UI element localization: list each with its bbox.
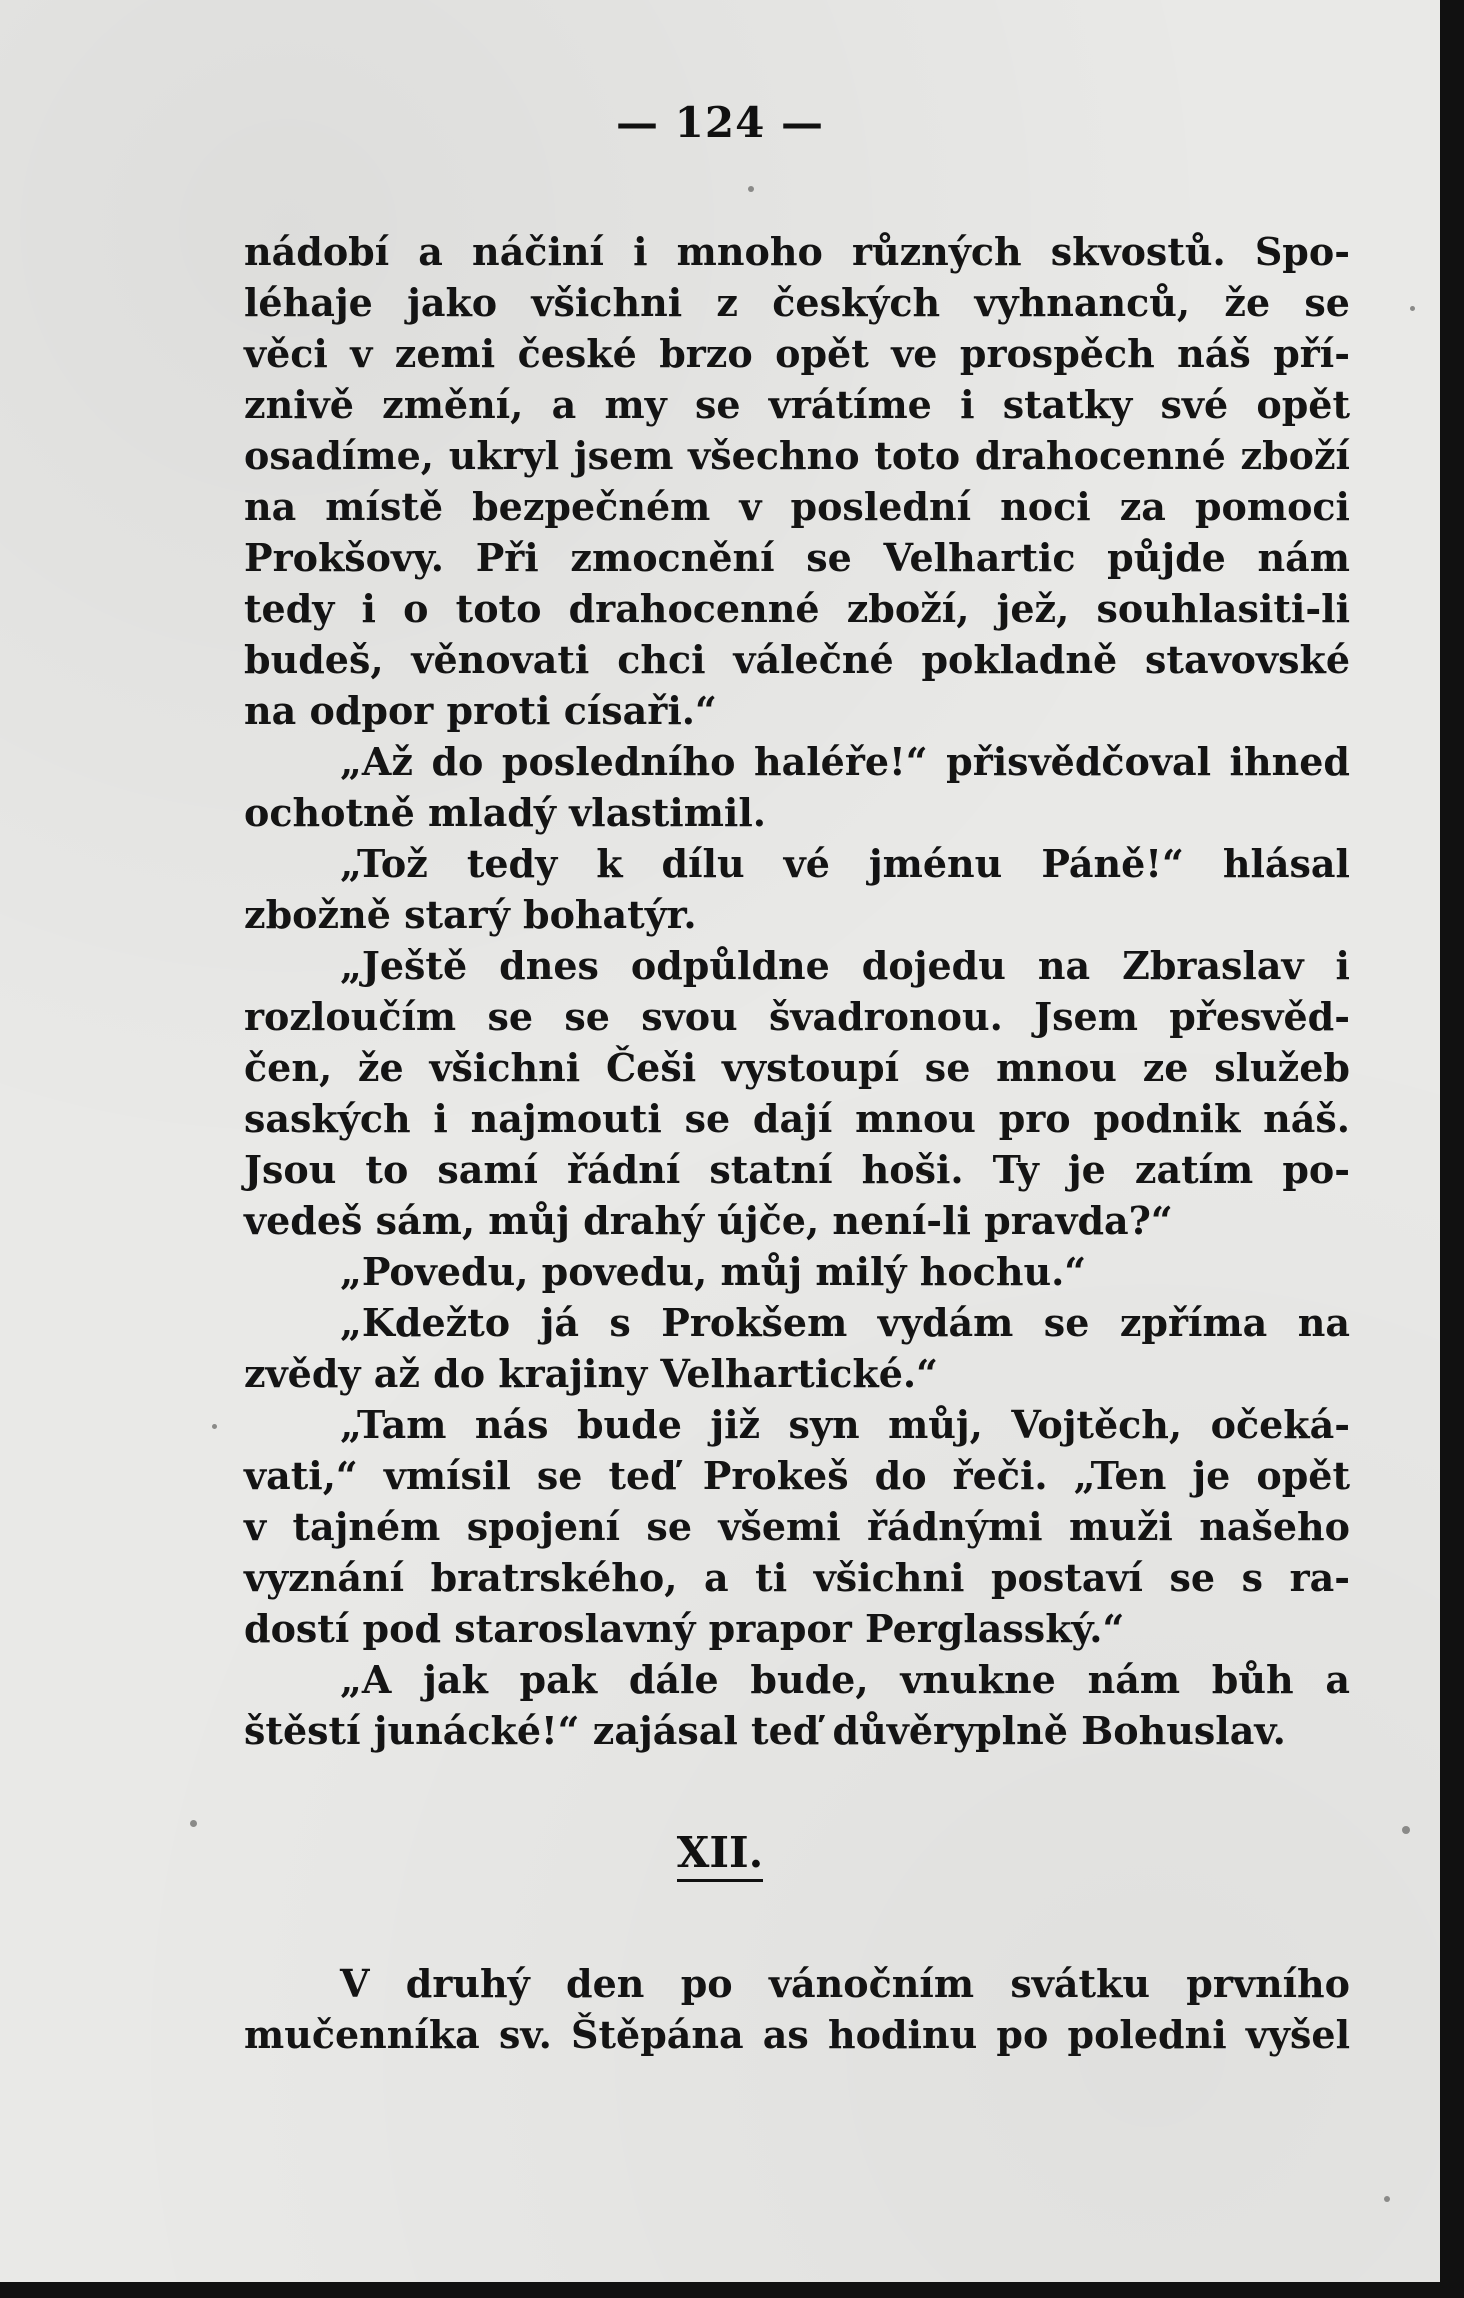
paper-speck [1402, 1826, 1410, 1834]
page-number: — 124 — [616, 98, 824, 147]
text-line: vati,“ vmísil se teď Prokeš do řeči. „Ten je opět [244, 1453, 1350, 1498]
text-line: „A jak pak dále bude, vnukne nám bůh a [340, 1657, 1350, 1702]
paper-speck [212, 1424, 217, 1429]
text-line: „Kdežto já s Prokšem vydám se zpříma na [340, 1300, 1350, 1345]
text-line: „Až do posledního haléře!“ přisvědčoval ihned [340, 739, 1350, 784]
text-line: na odpor proti císaři.“ [244, 688, 717, 733]
text-line: „Tož tedy k dílu vé jménu Páně!“ hlásal [340, 841, 1350, 886]
text-line: vyznání bratrského, a ti všichni postaví se s ra- [244, 1555, 1350, 1600]
text-line: „Tam nás bude již syn můj, Vojtěch, očeká- [340, 1402, 1350, 1447]
paper-speck [1410, 306, 1415, 311]
text-line: mučenníka sv. Štěpána as hodinu po poledni vyšel [244, 2012, 1350, 2057]
text-line: budeš, věnovati chci válečné pokladně stavovské [244, 637, 1350, 682]
text-line: na místě bezpečném v poslední noci za pomoci [244, 484, 1350, 529]
text-line: dostí pod staroslavný prapor Perglasský.“ [244, 1606, 1125, 1651]
text-line: zvědy až do krajiny Velhartické.“ [244, 1351, 938, 1396]
paper-speck [748, 186, 754, 192]
chapter-heading-label: XII. [677, 1828, 764, 1882]
text-line: štěstí junácké!“ zajásal teď důvěryplně Bohuslav. [244, 1708, 1286, 1753]
text-line: v tajném spojení se všemi řádnými muži našeho [244, 1504, 1350, 1549]
text-line: „Povedu, povedu, můj milý hochu.“ [340, 1249, 1087, 1294]
paper-speck [190, 1820, 197, 1827]
text-line: „Ještě dnes odpůldne dojedu na Zbraslav i [340, 943, 1350, 988]
text-line: osadíme, ukryl jsem všechno toto drahocenné zboží [244, 433, 1350, 478]
text-line: léhaje jako všichni z českých vyhnanců, že se [244, 280, 1350, 325]
text-line: ochotně mladý vlastimil. [244, 790, 767, 835]
paper-speck [1384, 2196, 1390, 2202]
body-text [244, 226, 1350, 1756]
chapter-opening-text [244, 1958, 1350, 2060]
text-line: zbožně starý bohatýr. [244, 892, 697, 937]
chapter-heading [0, 1828, 1440, 1877]
text-line: tedy i o toto drahocenné zboží, jež, souhlasiti-li [244, 586, 1350, 631]
text-line: saských i najmouti se dají mnou pro podnik náš. [244, 1096, 1350, 1141]
text-line: V druhý den po vánočním svátku prvního [340, 1961, 1350, 2006]
text-line: čen, že všichni Češi vystoupí se mnou ze služeb [244, 1045, 1350, 1090]
scan-edge-right [1440, 0, 1464, 2298]
text-line: věci v zemi české brzo opět ve prospěch náš pří- [244, 331, 1350, 376]
text-line: Prokšovy. Při zmocnění se Velhartic půjde nám [244, 535, 1350, 580]
scan-edge-bottom [0, 2282, 1464, 2298]
text-line: vedeš sám, můj drahý újče, není-li pravda?“ [244, 1198, 1173, 1243]
text-line: nádobí a náčiní i mnoho různých skvostů. Spo- [244, 229, 1350, 274]
text-line: znivě změní, a my se vrátíme i statky své opět [244, 382, 1350, 427]
text-line: Jsou to samí řádní statní hoši. Ty je zatím po- [244, 1147, 1350, 1192]
text-line: rozloučím se se svou švadronou. Jsem přesvěd- [244, 994, 1350, 1039]
